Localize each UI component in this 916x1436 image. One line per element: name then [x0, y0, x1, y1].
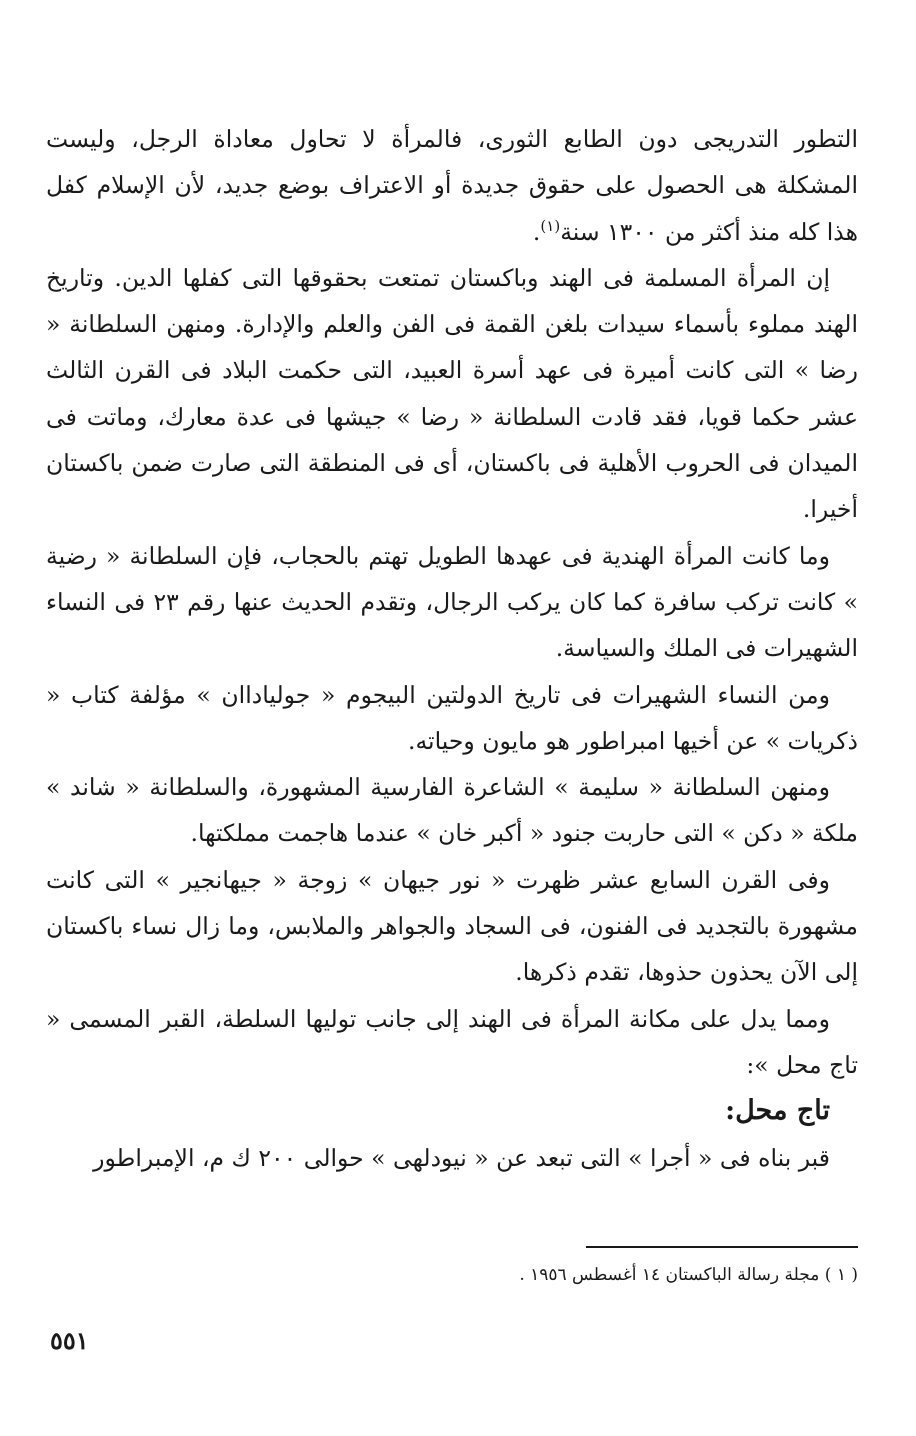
paragraph-1-text: التطور التدريجى دون الطابع الثورى، فالمرأة لا تحاول معاداة الرجل، وليست المشكلة هى الحصول على حقوق جديدة أو الاعتراف بوضع جديد، لأن الإسلام كفل هذا كله منذ أكثر من ١٣٠٠ سنة — [46, 125, 858, 246]
page-number: ٥٥١ — [50, 1326, 89, 1355]
paragraph-4: ومن النساء الشهيرات فى تاريخ الدولتين البيجوم « جولياداان » مؤلفة كتاب « ذكريات » عن أخيها امبراطور هو مايون وحياته. — [46, 680, 858, 755]
paragraph-1-tail: . — [532, 217, 541, 246]
paragraph-7: ومما يدل على مكانة المرأة فى الهند إلى جانب توليها السلطة، القبر المسمى « تاج محل »: — [46, 1004, 858, 1079]
paragraph-1 — [46, 116, 858, 255]
paragraph-2: إن المرأة المسلمة فى الهند وباكستان تمتعت بحقوقها التى كفلها الدين. وتاريخ الهند مملوء بأسماء سيدات بلغن القمة فى الفن والعلم والإدارة. ومنهن السلطانة « رضا » التى كانت أميرة فى عهد أسرة العبيد، التى حكمت البلاد فى القرن الثالث عشر حكما قويا، فقد قادت السلطانة « رضا » جيشها فى عدة معارك، وماتت فى الميدان فى الحروب الأهلية فى باكستان، أى فى المنطقة التى صارت ضمن باكستان أخيرا. — [46, 263, 858, 524]
section-heading: تاج محل: — [725, 1095, 830, 1127]
paragraph-6: وفى القرن السابع عشر ظهرت « نور جيهان » زوجة « جيهانجير » التى كانت مشهورة بالتجديد فى الفنون، فى السجاد والجواهر والملابس، وما زال نساء باكستان إلى الآن يحذون حذوها، تقدم ذكرها. — [46, 865, 858, 987]
body-text — [46, 116, 858, 1181]
paragraph-5: ومنهن السلطانة « سليمة » الشاعرة الفارسية المشهورة، والسلطانة « شاند » ملكة « دكن » التى حاربت جنود « أكبر خان » عندما هاجمت مملكتها. — [46, 773, 858, 848]
footnote-reference[interactable]: (١) — [540, 216, 561, 235]
paragraph-8: قبر بناه فى « أجرا » التى تبعد عن « نيودلهى » حوالى ٢٠٠ ك م، الإمبراطور — [93, 1143, 830, 1172]
paragraph-3: وما كانت المرأة الهندية فى عهدها الطويل تهتم بالحجاب، فإن السلطانة « رضية » كانت تركب سافرة كما كان يركب الرجال، وتقدم الحديث عنها رقم ٢٣ فى النساء الشهيرات فى الملك والسياسة. — [46, 541, 858, 663]
footnote: ( ١ ) مجلة رسالة الباكستان ١٤ أغسطس ١٩٥٦ . — [519, 1265, 858, 1285]
footnote-divider — [586, 1246, 858, 1248]
